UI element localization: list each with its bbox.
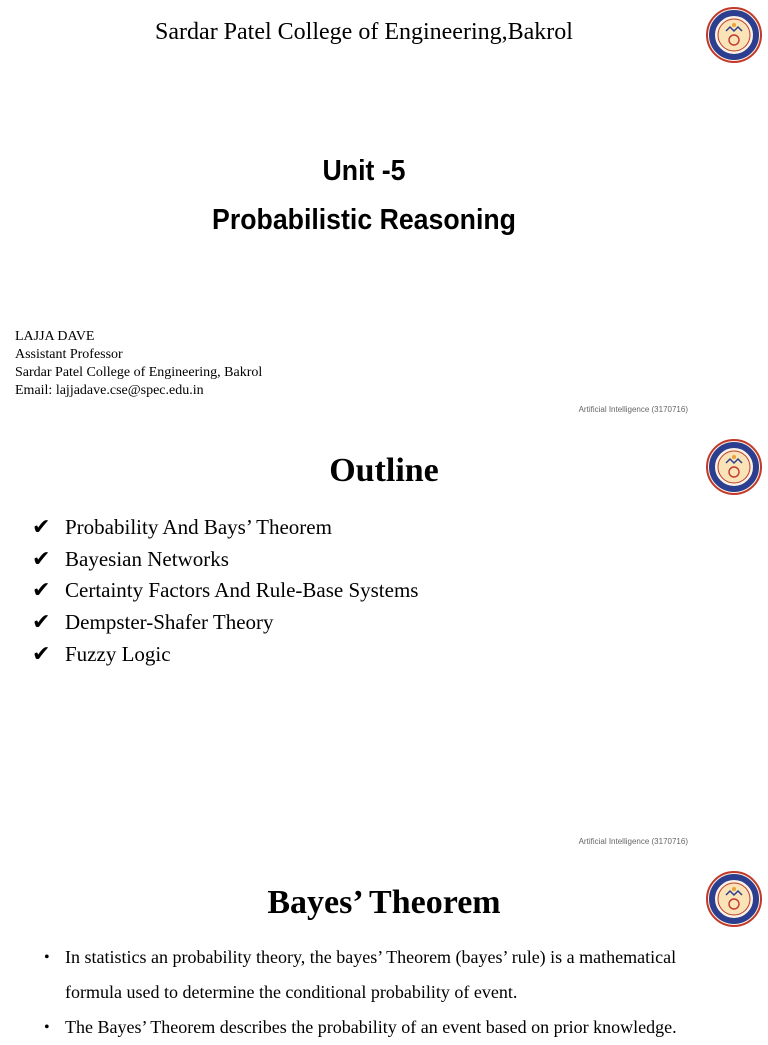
outline-title: Outline <box>329 452 439 489</box>
list-item: ✔ Dempster-Shafer Theory <box>32 607 418 639</box>
slide-footer: Artificial Intelligence (3170716) <box>578 405 688 414</box>
bullet-icon: • <box>44 949 50 966</box>
bayes-title: Bayes’ Theorem <box>267 884 501 921</box>
outline-list <box>32 512 418 671</box>
author-email: Email: lajjadave.cse@spec.edu.in <box>15 383 204 398</box>
bayes-slide <box>0 864 768 1037</box>
author-name: LAJJA DAVE <box>15 329 95 344</box>
bayes-list <box>44 940 734 1045</box>
list-item: ✔ Fuzzy Logic <box>32 639 418 671</box>
author-institution: Sardar Patel College of Engineering, Bakrol <box>15 365 263 380</box>
check-icon: ✔ <box>32 546 51 572</box>
check-icon: ✔ <box>32 578 51 604</box>
list-item: ✔ Probability And Bays’ Theorem <box>32 512 418 544</box>
list-item: • The Bayes’ Theorem describes the probability of an event based on prior knowledge. <box>44 1010 734 1045</box>
check-icon: ✔ <box>32 641 51 667</box>
list-item: • In statistics an probability theory, the bayes’ Theorem (bayes’ rule) is a mathematical formula used to determine the conditional probability of event. <box>44 940 734 1010</box>
list-item: ✔ Bayesian Networks <box>32 544 418 576</box>
college-name: Sardar Patel College of Engineering,Bakrol <box>155 19 573 45</box>
check-icon: ✔ <box>32 515 51 540</box>
check-icon: ✔ <box>32 610 51 636</box>
slide-footer: Artificial Intelligence (3170716) <box>578 837 688 846</box>
list-item: ✔ Certainty Factors And Rule-Base Systems <box>32 575 418 607</box>
college-seal-icon <box>706 439 762 495</box>
title-line-1: Unit -5 <box>322 155 406 187</box>
college-seal-icon <box>706 871 762 927</box>
outline-slide <box>0 432 768 864</box>
bullet-icon: • <box>44 1019 50 1036</box>
title-line-2: Probabilistic Reasoning <box>212 204 516 236</box>
college-seal-icon <box>706 7 762 63</box>
author-role: Assistant Professor <box>15 347 123 362</box>
title-slide <box>0 0 768 432</box>
author-block <box>15 328 262 400</box>
slide-title <box>0 147 728 245</box>
